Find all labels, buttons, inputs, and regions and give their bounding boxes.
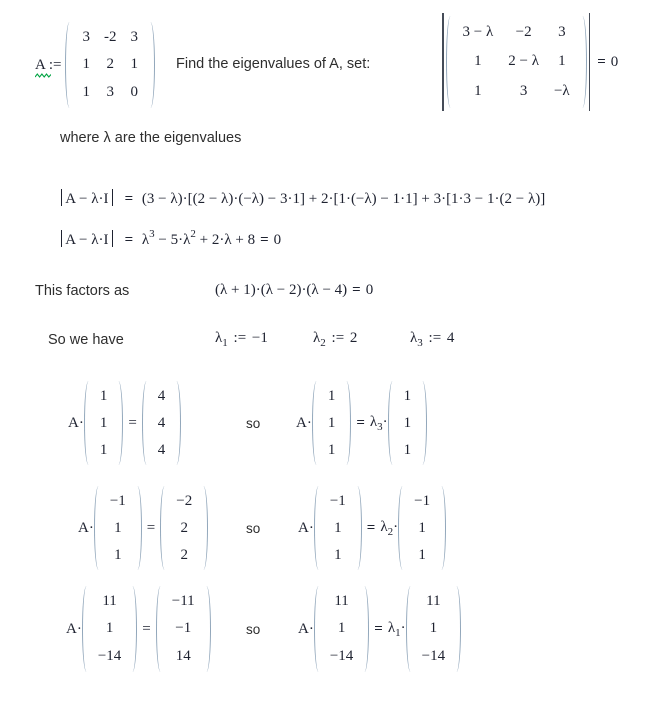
vector-cell: 1 <box>99 388 108 404</box>
verification-row <box>0 378 656 468</box>
poly-exponent: 2 <box>190 228 196 240</box>
assign-operator: := <box>48 56 62 73</box>
where-note[interactable]: where λ are the eigenvalues <box>60 130 242 146</box>
vector-cell: −14 <box>421 647 446 664</box>
vector-cell: 4 <box>157 415 166 431</box>
vector-cell: −1 <box>175 620 192 637</box>
det-cell: 2 − λ <box>508 53 539 70</box>
prompt-text[interactable]: Find the eigenvalues of A, set: <box>176 56 371 72</box>
eigenvector <box>314 586 369 672</box>
right-paren <box>128 586 137 672</box>
factored-expression: (λ + 1)·(λ − 2)·(λ − 4) <box>215 282 348 298</box>
left-paren <box>398 486 407 570</box>
vector-cell: 4 <box>157 442 166 458</box>
so-label: so <box>246 520 261 536</box>
lambda-subscript: 2 <box>320 337 326 349</box>
lambda-factor <box>388 620 406 639</box>
matrix-cell: 3 <box>82 29 90 46</box>
left-paren <box>406 586 415 672</box>
vector-cell: 1 <box>334 520 342 536</box>
vector-cell: 1 <box>99 442 108 458</box>
vector-cell: 1 <box>429 620 438 637</box>
equals: = <box>128 414 137 431</box>
vector-cell: −1 <box>109 493 126 509</box>
eigenvalue-value: 4 <box>446 330 455 346</box>
matrix-cell: -2 <box>103 29 117 46</box>
vector-cell: 1 <box>114 547 122 563</box>
matrix-cell: 1 <box>82 83 90 100</box>
matrix-a-name <box>35 57 46 74</box>
vector-cell: 11 <box>334 593 349 610</box>
boolean-equals: = <box>597 53 606 70</box>
factors-label[interactable]: This factors as <box>35 283 130 299</box>
vector-cell: 1 <box>114 520 122 536</box>
left-paren <box>142 381 151 465</box>
poly-term: − 5·λ <box>158 232 191 248</box>
right-paren <box>452 586 461 672</box>
matrix-a-cells <box>74 22 146 108</box>
lambda-factor <box>370 414 388 433</box>
expansion-equation-region[interactable] <box>58 189 545 208</box>
vector-cell: −1 <box>414 493 431 509</box>
vector-cell: 1 <box>418 547 426 563</box>
poly-term: λ <box>141 232 150 248</box>
a-dot-label: A· <box>298 519 314 536</box>
left-paren <box>84 381 93 465</box>
eigenvector <box>314 486 362 570</box>
polynomial-equation-region[interactable] <box>58 228 281 249</box>
det-cell: 1 <box>474 82 482 99</box>
a-dot-label: A· <box>66 620 82 637</box>
eigenvalue-assignment-3[interactable] <box>410 330 454 349</box>
so-label: so <box>246 415 261 431</box>
result-vector <box>142 381 182 465</box>
eigenvalue-value: −1 <box>251 330 268 346</box>
av-equals-result-region[interactable] <box>68 378 181 468</box>
polynomial-lhs: A − λ·I <box>65 232 109 248</box>
vector-cell: −11 <box>171 593 195 610</box>
lambda-subscript: 2 <box>387 525 394 538</box>
matrix-a-definition-region[interactable] <box>35 22 155 108</box>
boolean-equals: = <box>366 519 376 536</box>
boolean-equals: = <box>124 191 134 207</box>
det-cell: 1 <box>474 53 482 70</box>
a-dot-label: A· <box>78 519 94 536</box>
abs-bar <box>112 230 113 247</box>
det-cell: −λ <box>553 82 570 99</box>
vector-cell: 1 <box>334 547 342 563</box>
lambda-symbol: λ <box>380 518 388 535</box>
right-paren <box>146 22 155 108</box>
lambda-subscript: 3 <box>377 420 383 433</box>
characteristic-determinant-region[interactable] <box>440 13 618 111</box>
eigenvector <box>84 381 124 465</box>
vector-cell: 4 <box>157 388 166 404</box>
left-paren <box>312 381 321 465</box>
lambda-subscript: 1 <box>222 337 228 349</box>
lambda-symbol: λ <box>387 619 396 636</box>
abs-bar <box>61 230 62 247</box>
left-paren <box>314 486 323 570</box>
multiply-dot: · <box>382 413 388 430</box>
vector-cell: −14 <box>97 647 122 664</box>
result-vector <box>160 486 208 570</box>
multiply-dot: · <box>393 518 399 535</box>
right-paren <box>342 381 351 465</box>
matrix-cell: 3 <box>106 83 114 100</box>
av-equals-result-region[interactable] <box>78 483 208 573</box>
result-vector <box>156 586 211 672</box>
det-bar-left <box>442 13 444 111</box>
verification-row <box>0 483 656 573</box>
right-paren <box>202 586 211 672</box>
a-dot-label: A· <box>298 620 314 637</box>
right-paren <box>172 381 181 465</box>
poly-exponent: 3 <box>149 228 155 240</box>
right-paren <box>114 381 123 465</box>
boolean-equals: = <box>374 620 383 637</box>
right-paren <box>360 586 369 672</box>
matrix-a-label: A <box>35 56 46 73</box>
abs-bar <box>112 189 113 206</box>
eigenvalue-assignment-2[interactable] <box>313 330 357 349</box>
left-paren <box>82 586 91 672</box>
assign-operator: := <box>428 330 442 346</box>
abs-bar <box>61 189 62 206</box>
det-cell: 3 <box>519 82 528 99</box>
vector-cell: 1 <box>403 415 412 431</box>
eigenvector <box>406 586 461 672</box>
vector-cell: 14 <box>175 647 191 664</box>
av-equals-lambda-v-region[interactable] <box>298 583 461 675</box>
eigenvalue-assignment-1[interactable] <box>215 330 268 349</box>
eigenvector <box>312 381 352 465</box>
det-bar-right <box>589 13 591 111</box>
lambda-symbol: λ <box>369 413 378 430</box>
det-rhs: 0 <box>610 53 619 70</box>
right-paren <box>133 486 142 570</box>
vector-cell: −2 <box>176 493 193 509</box>
left-paren <box>314 586 323 672</box>
expansion-rhs: (3 − λ)·[(2 − λ)·(−λ) − 3·1] + 2·[1·(−λ) − 1·1] + 3·[1·3 − 1·(2 − λ)] <box>141 191 546 207</box>
vector-cell: 1 <box>337 620 346 637</box>
factored-equation-region[interactable] <box>215 282 373 299</box>
assign-operator: := <box>233 330 247 346</box>
vector-cell: 1 <box>418 520 426 536</box>
squiggle-underline-icon <box>35 73 51 78</box>
av-equals-lambda-v-region[interactable] <box>296 378 427 468</box>
left-paren <box>388 381 397 465</box>
lambda-subscript: 3 <box>417 337 423 349</box>
eigenvector <box>94 486 142 570</box>
lambda-symbol: λ <box>215 330 223 346</box>
vector-cell: 1 <box>327 388 336 404</box>
left-paren <box>156 586 165 672</box>
vector-cell: 1 <box>327 415 336 431</box>
vector-cell: 1 <box>105 620 114 637</box>
boolean-equals: = <box>260 232 269 248</box>
boolean-equals: = <box>352 282 361 298</box>
lambda-symbol: λ <box>410 330 418 346</box>
assign-operator: := <box>331 330 345 346</box>
matrix-cell: 1 <box>82 56 90 73</box>
boolean-equals: = <box>124 232 134 248</box>
eigenvector <box>82 586 137 672</box>
vector-cell: 1 <box>403 388 412 404</box>
left-paren <box>446 16 455 108</box>
so-label: so <box>246 621 261 637</box>
det-cell: 1 <box>558 53 566 70</box>
left-paren <box>65 22 74 108</box>
factors-rhs: 0 <box>365 282 374 298</box>
lambda-factor <box>380 519 398 538</box>
equals: = <box>146 519 156 536</box>
vector-cell: 1 <box>327 442 336 458</box>
right-paren <box>418 381 427 465</box>
vector-cell: −1 <box>329 493 346 509</box>
matrix-cell: 0 <box>130 83 138 100</box>
right-paren <box>199 486 208 570</box>
lambda-symbol: λ <box>313 330 321 346</box>
det-cell: 3 − λ <box>462 24 494 41</box>
right-paren <box>578 16 587 108</box>
lambda-subscript: 1 <box>395 626 401 639</box>
a-dot-label: A· <box>68 414 84 431</box>
a-dot-label: A· <box>296 414 312 431</box>
vector-cell: 1 <box>403 442 412 458</box>
det-cell: 3 <box>558 24 566 41</box>
matrix-cell: 2 <box>106 56 114 73</box>
right-paren <box>437 486 446 570</box>
det-cell: −2 <box>515 24 532 41</box>
poly-term: + 2·λ + 8 <box>199 232 256 248</box>
left-paren <box>94 486 103 570</box>
det-matrix <box>446 16 587 108</box>
equals: = <box>142 620 151 637</box>
eigenvector <box>388 381 428 465</box>
left-paren <box>160 486 169 570</box>
vector-cell: 1 <box>99 415 108 431</box>
boolean-equals: = <box>356 414 365 431</box>
expansion-lhs: A − λ·I <box>65 191 109 207</box>
eigenvalue-value: 2 <box>349 330 358 346</box>
det-matrix-cells <box>455 16 578 108</box>
vector-cell: 11 <box>102 593 117 610</box>
multiply-dot: · <box>400 619 406 636</box>
eigenvalues-label[interactable]: So we have <box>48 332 124 348</box>
eigenvector <box>398 486 446 570</box>
vector-cell: −14 <box>329 647 354 664</box>
vector-cell: 2 <box>180 520 188 536</box>
av-equals-result-region[interactable] <box>66 583 211 675</box>
verification-row <box>0 583 656 675</box>
vector-cell: 2 <box>180 547 188 563</box>
poly-rhs: 0 <box>273 232 282 248</box>
av-equals-lambda-v-region[interactable] <box>298 483 446 573</box>
matrix-a <box>65 22 155 108</box>
right-paren <box>353 486 362 570</box>
matrix-cell: 1 <box>130 56 138 73</box>
matrix-cell: 3 <box>130 29 138 46</box>
vector-cell: 11 <box>426 593 441 610</box>
